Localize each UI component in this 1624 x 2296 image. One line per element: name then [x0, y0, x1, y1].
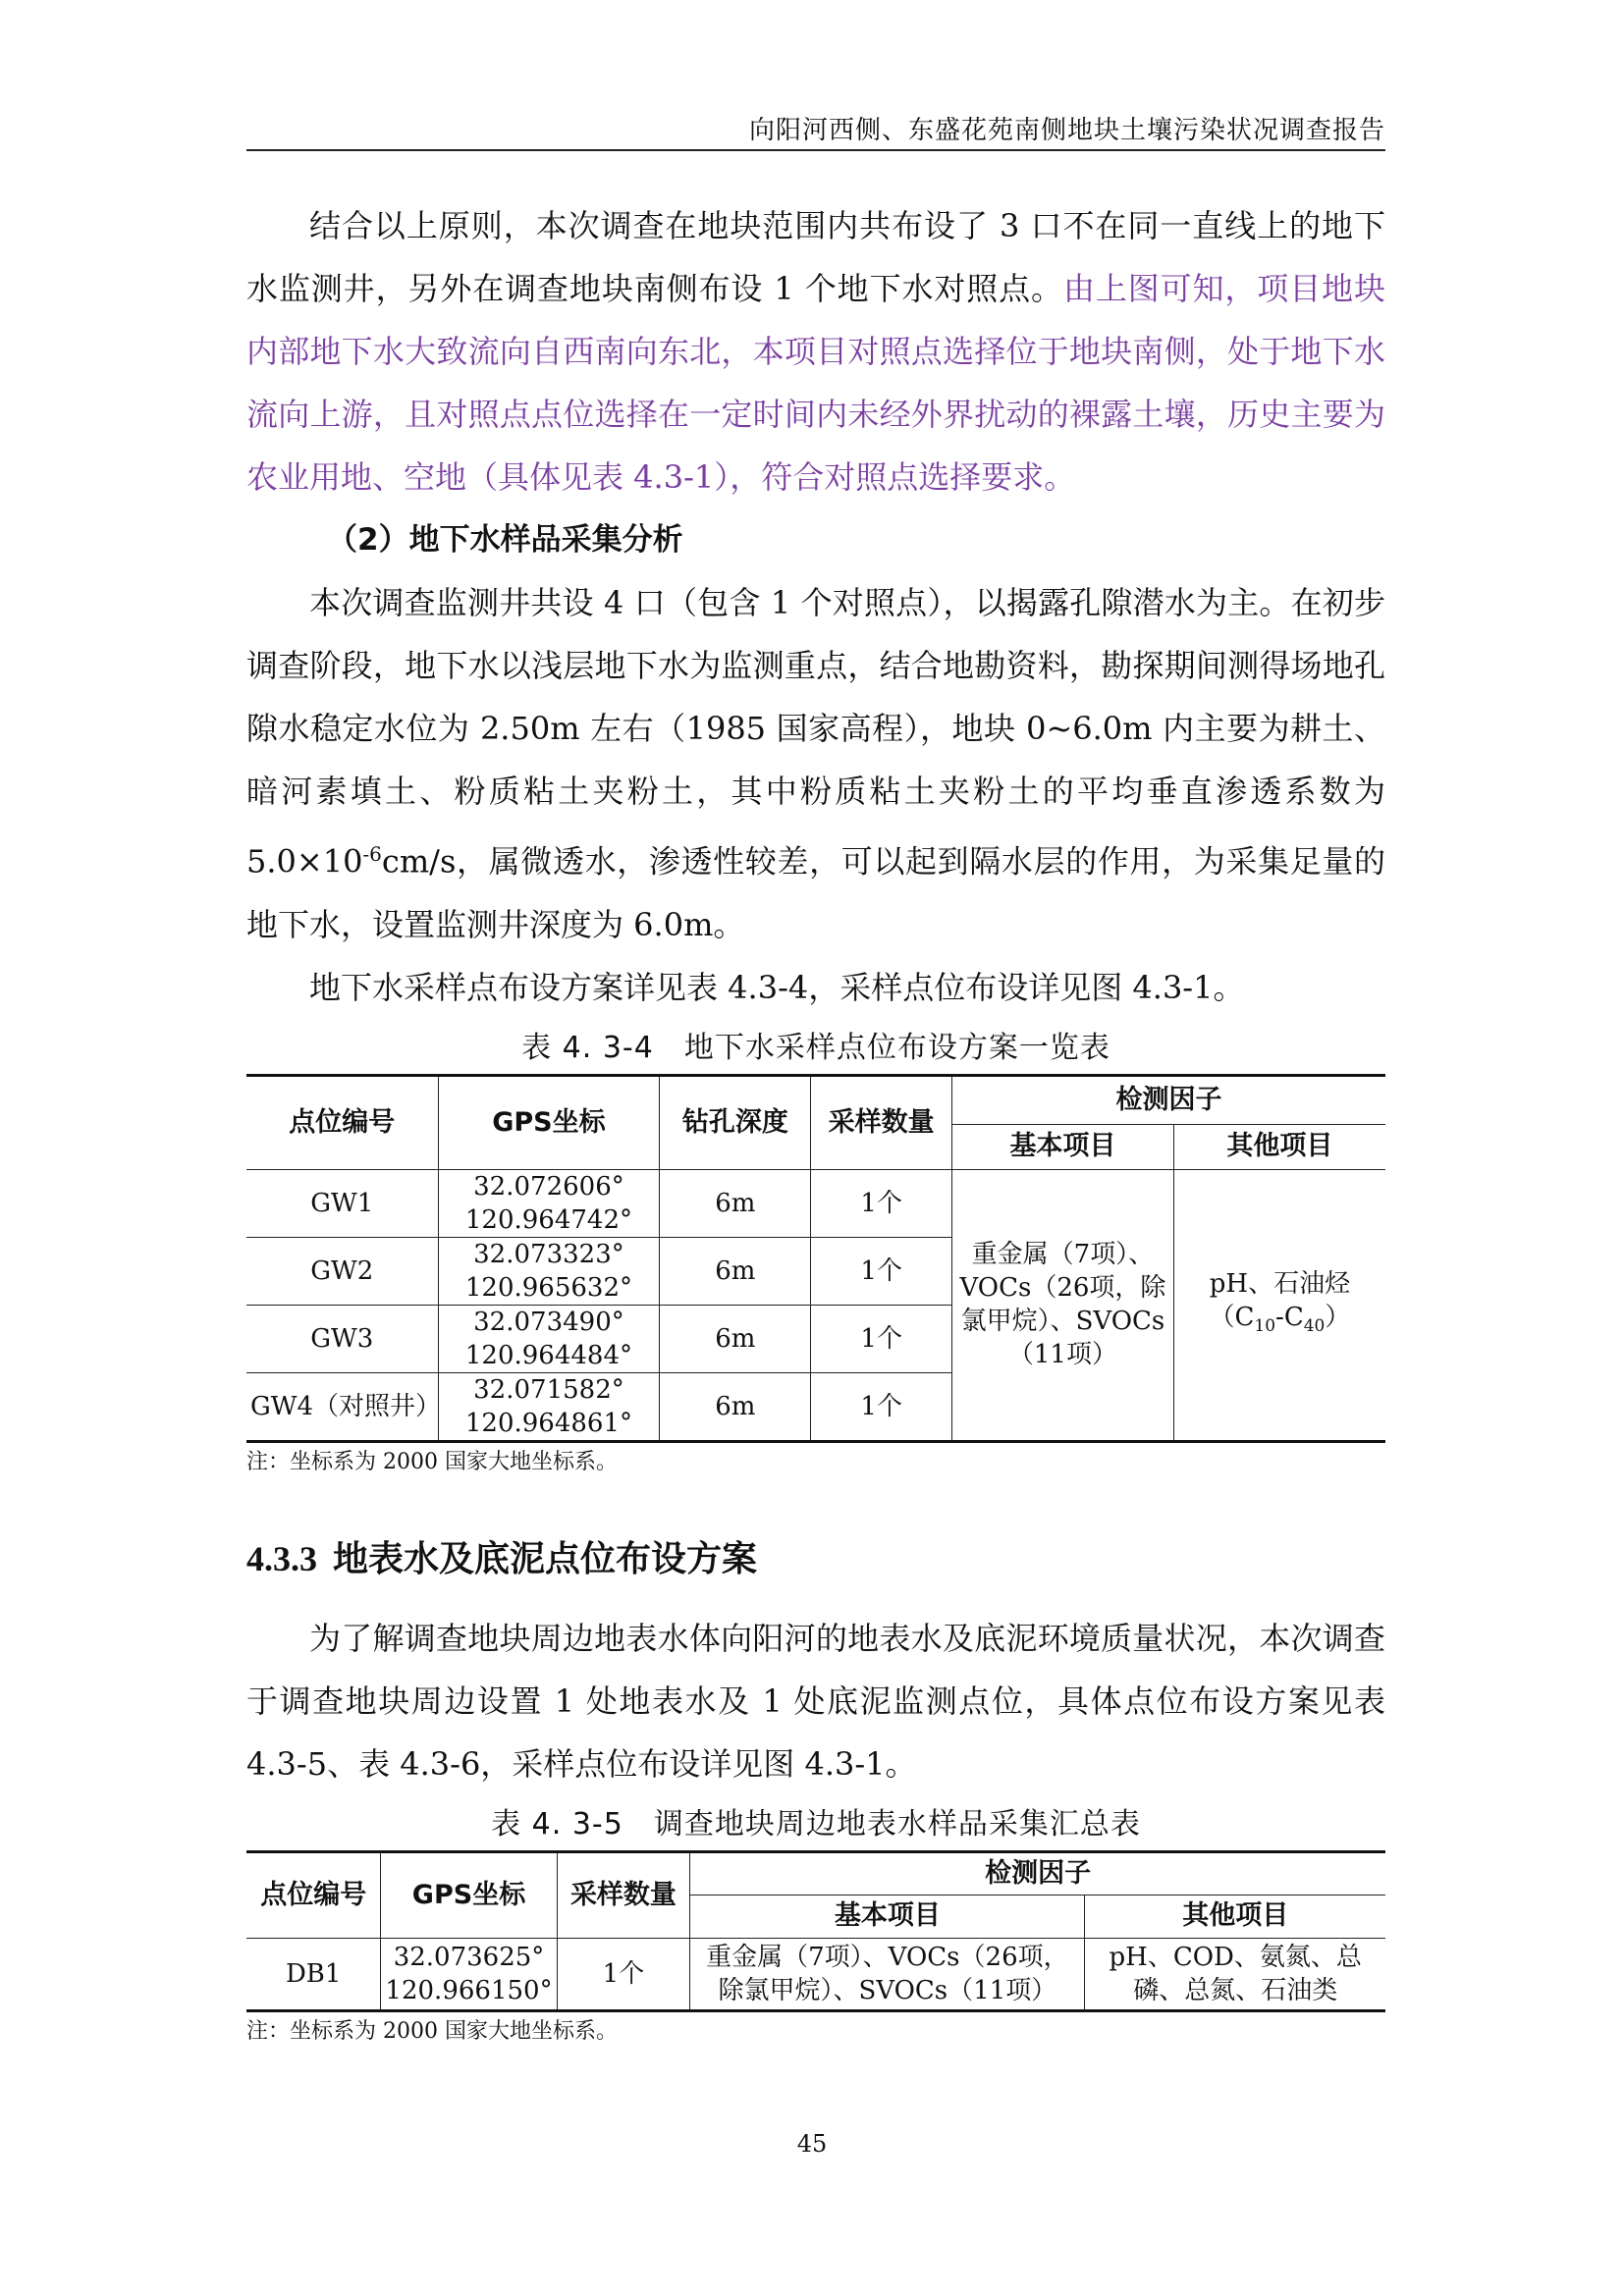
cell-count: 1个	[811, 1169, 952, 1237]
paragraph-text: 结合以上原则，本次调查在地块范围内共布设了 3 口不在同一直线上的地下水监测井，另外在调查地块南侧布设 1 个地下水对照点。	[246, 207, 1385, 307]
table-caption: 表 4. 3-4 地下水采样点位布设方案一览表	[521, 1030, 1110, 1065]
cell-point: GW4（对照井）	[246, 1372, 438, 1441]
cell-gps	[438, 1305, 660, 1372]
table-note: 注：坐标系为 2000 国家大地坐标系。	[246, 2018, 618, 2044]
header-basic: 基本项目	[690, 1895, 1085, 1938]
cell-depth: 6m	[660, 1169, 811, 1237]
cell-gps	[438, 1169, 660, 1237]
cell-count: 1个	[811, 1237, 952, 1305]
cell-point: DB1	[246, 1938, 381, 2010]
table-row	[246, 1169, 1385, 1237]
cell-other-items	[1173, 1169, 1385, 1441]
cell-gps	[438, 1372, 660, 1441]
latitude: 32.071582°	[473, 1374, 624, 1405]
paragraph-text: cm/s，属微透水，渗透性较差，可以起到隔水层的作用，为采集足量的地下水，设置监测井深度为 6.0m。	[246, 842, 1385, 943]
page-number: 45	[796, 2130, 828, 2158]
cell-point: GW3	[246, 1305, 438, 1372]
longitude: 120.964484°	[464, 1340, 633, 1370]
longitude: 120.965632°	[464, 1272, 633, 1303]
header-count: 采样数量	[811, 1075, 952, 1169]
table-note: 注：坐标系为 2000 国家大地坐标系。	[246, 1449, 618, 1474]
header-rule	[246, 149, 1385, 151]
paragraph-monitoring-wells	[246, 194, 1385, 508]
page-content	[246, 194, 1385, 2050]
running-header: 向阳河西侧、东盛花苑南侧地块土壤污染状况调查报告	[748, 116, 1385, 145]
header-factors: 检测因子	[952, 1075, 1385, 1124]
section-heading	[246, 1529, 1385, 1589]
section-number: 4.3.3	[246, 1538, 317, 1578]
other-items-text: -C	[1275, 1302, 1304, 1332]
paragraph-text: 本次调查监测井共设 4 口（包含 1 个对照点），以揭露孔隙潜水为主。在初步调查阶段，地下水以浅层地下水为监测重点，结合地勘资料，勘探期间测得场地孔隙水稳定水位为 2.50m 左右（1985 国家高程），地块 0~6.0m 内主要为耕土、暗河素填土、粉质粘土夹粉土，其中粉质粘土夹粉土的平均垂直渗透系数为 5.0×10	[246, 584, 1385, 881]
paragraph-groundwater-analysis	[246, 571, 1385, 956]
header-gps: GPS坐标	[381, 1851, 557, 1938]
header-other: 其他项目	[1085, 1895, 1385, 1938]
paragraph-table-reference: 地下水采样点布设方案详见表 4.3-4，采样点位布设详见图 4.3-1。	[309, 968, 1245, 1006]
latitude: 32.072606°	[473, 1171, 624, 1201]
cell-depth: 6m	[660, 1305, 811, 1372]
longitude: 120.964742°	[464, 1204, 633, 1235]
subheading-groundwater-sampling: （2）地下水样品采集分析	[327, 522, 683, 558]
section-title: 地表水及底泥点位布设方案	[333, 1538, 758, 1579]
other-items-text: pH、石油烃（C	[1209, 1268, 1351, 1332]
cell-basic-items: 重金属（7项）、VOCs（26项，除氯甲烷）、SVOCs（11项）	[690, 1938, 1085, 2010]
header-point-id: 点位编号	[246, 1851, 381, 1938]
cell-depth: 6m	[660, 1372, 811, 1441]
header-other: 其他项目	[1173, 1124, 1385, 1169]
cell-count: 1个	[811, 1372, 952, 1441]
cell-point: GW1	[246, 1169, 438, 1237]
cell-depth: 6m	[660, 1237, 811, 1305]
surface-water-sampling-table	[246, 1850, 1385, 2012]
latitude: 32.073323°	[473, 1239, 624, 1269]
longitude: 120.964861°	[464, 1408, 633, 1438]
cell-basic-items: 重金属（7项）、VOCs（26项，除氯甲烷）、SVOCs（11项）	[952, 1169, 1174, 1441]
exponent: -6	[362, 842, 382, 866]
highlighted-text: 由上图可知，项目地块内部地下水大致流向自西南向东北，本项目对照点选择位于地块南侧，处于地下水流向上游，且对照点点位选择在一定时间内未经外界扰动的裸露土壤，历史主要为农业用地、空地（具体见表 4.3-1），符合对照点选择要求。	[246, 270, 1385, 496]
latitude: 32.073490°	[473, 1307, 624, 1337]
cell-gps	[381, 1938, 557, 2010]
paragraph-surface-water: 为了解调查地块周边地表水体向阳河的地表水及底泥环境质量状况，本次调查于调查地块周边设置 1 处地表水及 1 处底泥监测点位，具体点位布设方案见表 4.3-5、表 4.3-6，采样点位布设详见图 4.3-1。	[246, 1619, 1385, 1783]
header-count: 采样数量	[557, 1851, 690, 1938]
cell-point: GW2	[246, 1237, 438, 1305]
header-point-id: 点位编号	[246, 1075, 438, 1169]
cell-count: 1个	[557, 1938, 690, 2010]
header-depth: 钻孔深度	[660, 1075, 811, 1169]
subscript: 10	[1254, 1315, 1276, 1336]
longitude: 120.966150°	[385, 1975, 553, 2005]
latitude: 32.073625°	[393, 1942, 545, 1972]
table-caption: 表 4. 3-5 调查地块周边地表水样品采集汇总表	[491, 1806, 1141, 1842]
groundwater-sampling-table	[246, 1074, 1385, 1443]
cell-other-items: pH、COD、氨氮、总磷、总氮、石油类	[1085, 1938, 1385, 2010]
other-items-text: ）	[1325, 1302, 1351, 1332]
cell-count: 1个	[811, 1305, 952, 1372]
cell-gps	[438, 1237, 660, 1305]
header-basic: 基本项目	[952, 1124, 1174, 1169]
subscript: 40	[1303, 1315, 1326, 1336]
header-gps: GPS坐标	[438, 1075, 660, 1169]
header-factors: 检测因子	[690, 1851, 1385, 1895]
table-row	[246, 1938, 1385, 2010]
